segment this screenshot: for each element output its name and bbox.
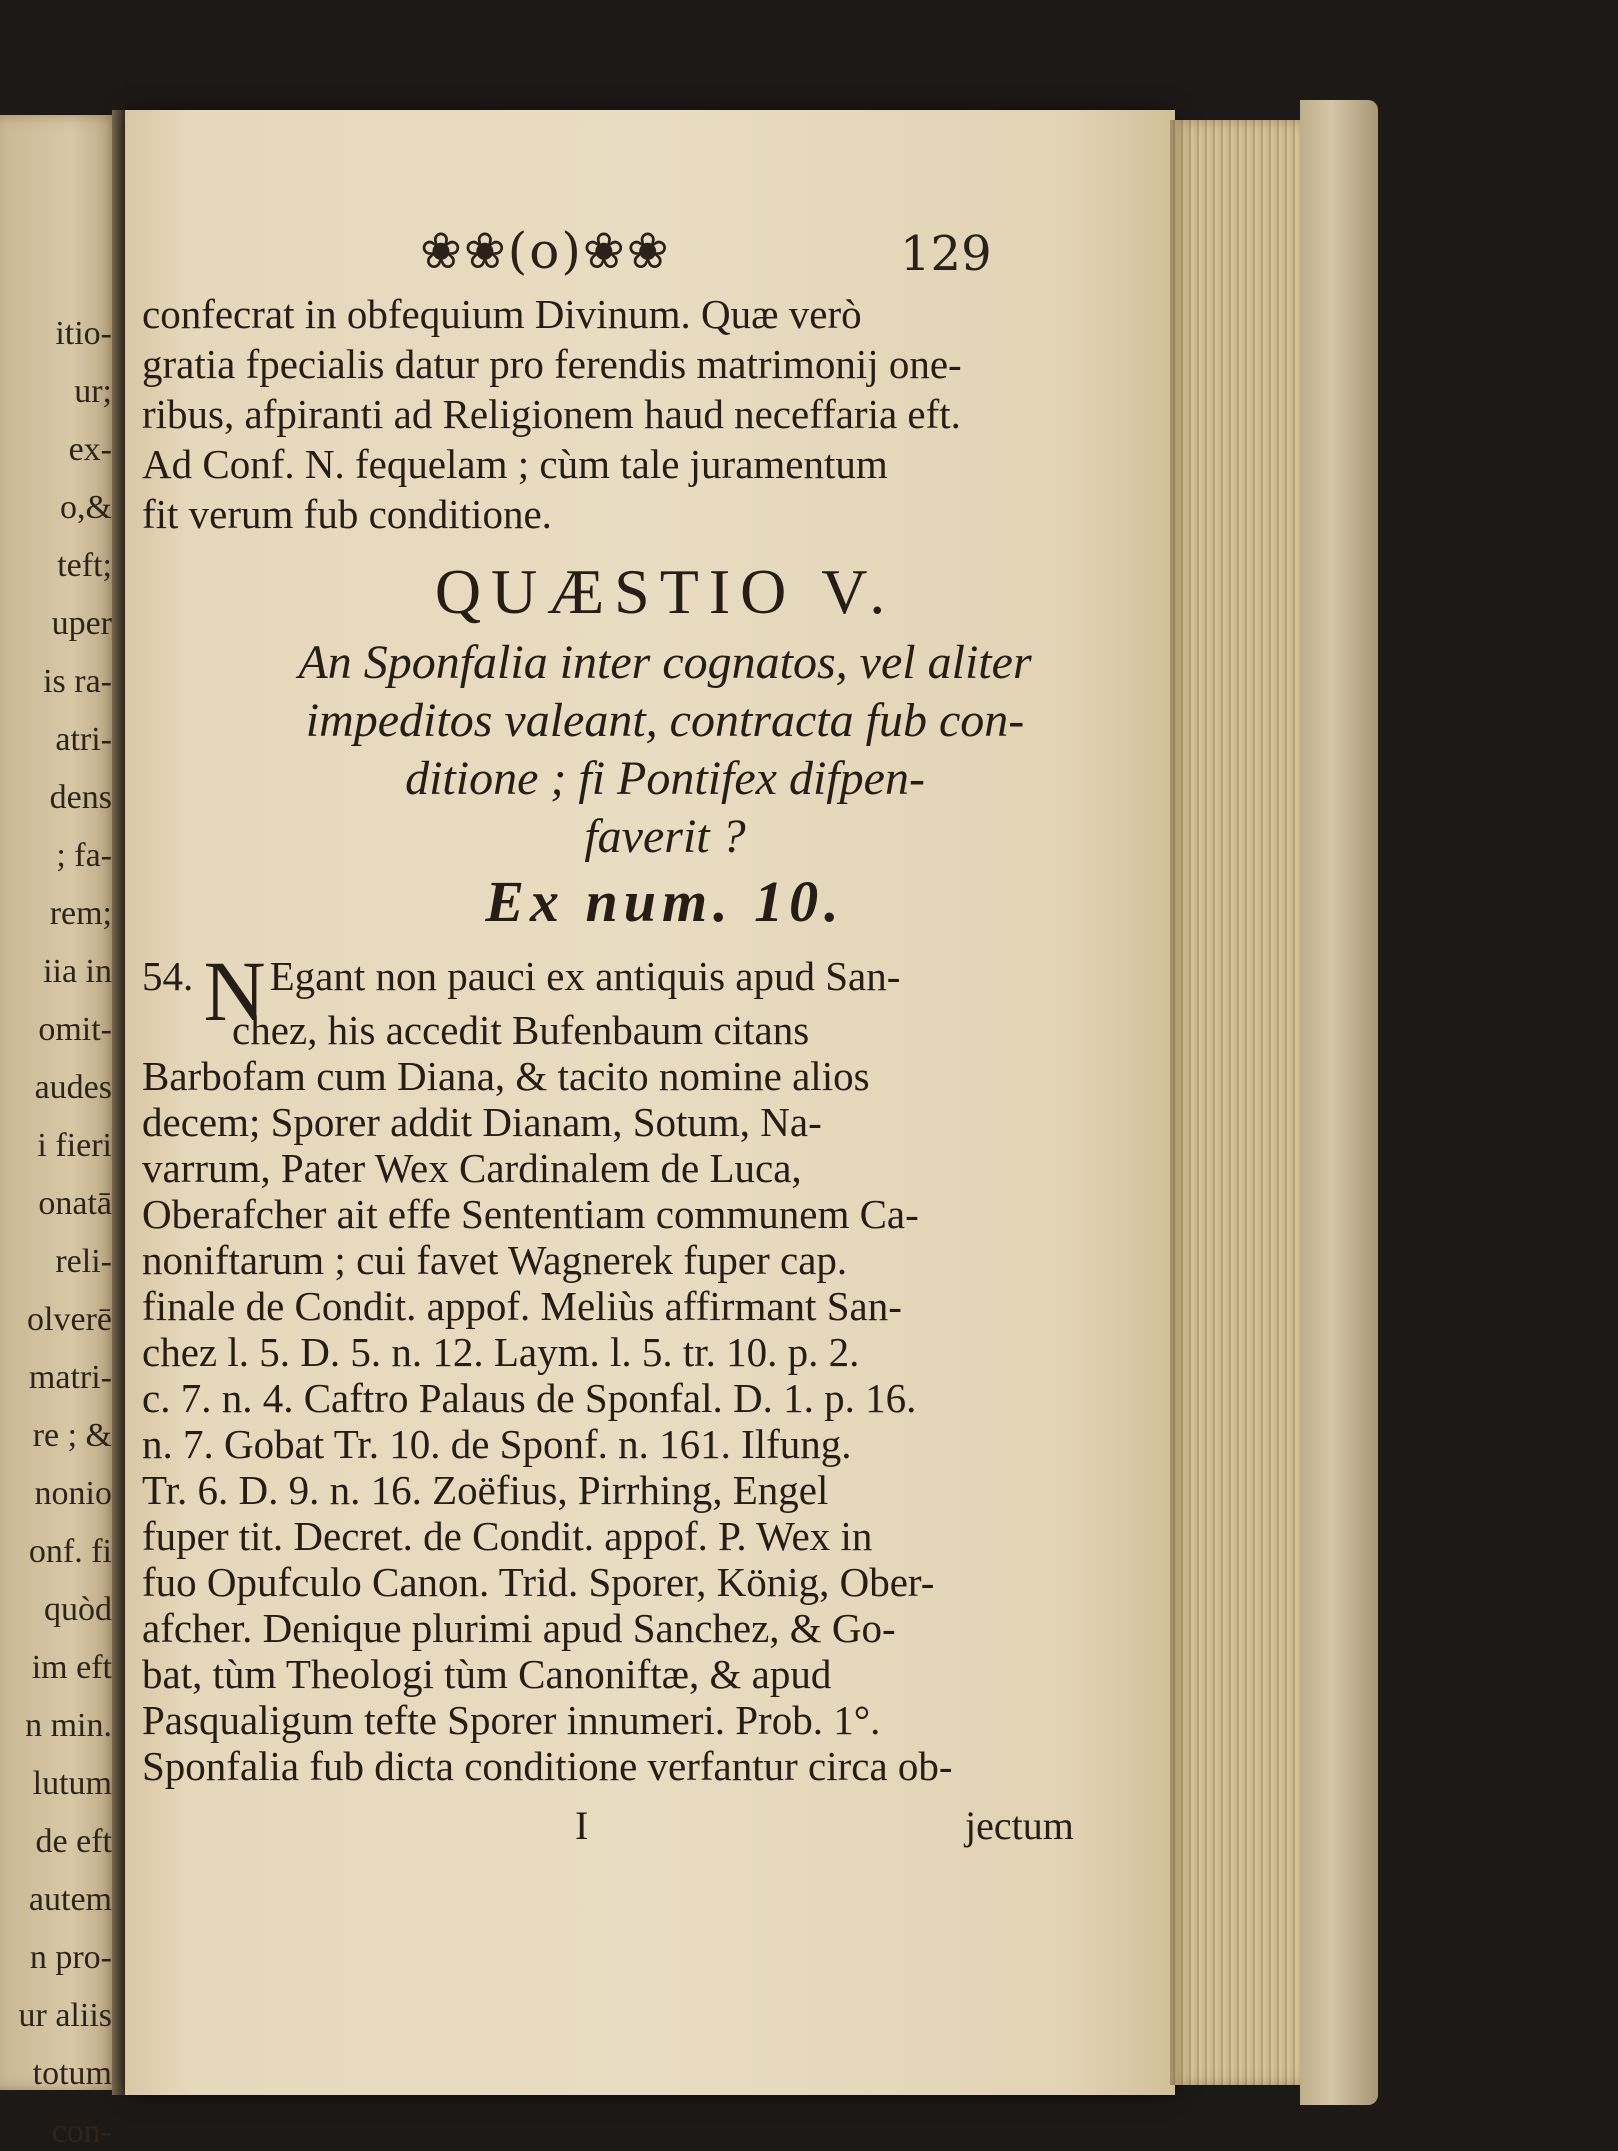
facing-page-fragment: ; fa- [56,837,112,874]
paragraph-number: 54. [142,953,194,999]
facing-page-fragment: atri- [55,721,112,758]
facing-page-fragment: is ra- [43,663,112,700]
question-line: impeditos valeant, contracta fub con- [305,694,1025,747]
facing-page-fragment: quòd [44,1591,112,1628]
facing-page-fragment: onf. fi [28,1533,112,1570]
facing-page-fragment: lutum [32,1765,112,1802]
text-line: n. 7. Gobat Tr. 10. de Sponf. n. 161. Ilfung. [142,1421,852,1467]
facing-page-fragment: audes [34,1069,112,1106]
text-line: chez, his accedit Bufenbaum citans [232,1007,810,1053]
drop-capital: N [203,943,266,1039]
reference-line: Ex num. 10. [485,869,845,934]
facing-page-fragment: n min. [25,1707,112,1744]
facing-page-fragment: ex- [68,431,112,468]
text-line: gratia fpecialis datur pro ferendis matrimonij one- [142,341,962,387]
facing-page-fragment: reli- [55,1243,112,1280]
text-line: Sponfalia fub dicta conditione verfantur circa ob- [142,1743,953,1789]
facing-page-fragment: teft; [57,547,112,584]
facing-page-fragment: matri- [28,1359,112,1396]
text-line: Egant non pauci ex antiquis apud San- [269,953,901,999]
text-line: ribus, afpiranti ad Religionem haud neceffaria eft. [142,391,961,437]
facing-page-fragment: re ; & [32,1417,112,1454]
facing-page-fragment: i fieri [37,1127,112,1164]
facing-page-fragment: im eft [31,1649,112,1686]
catchword: jectum [965,1803,1074,1848]
section-heading: QUÆSTIO V. [434,556,896,627]
facing-page-fragment: uper [51,605,112,642]
facing-page-fragment: nonio [34,1475,112,1512]
facing-page-fragment: rem; [49,895,112,932]
facing-page-fragment: dens [49,779,112,816]
facing-page-fragment: omit- [38,1011,112,1048]
book-cover [1300,100,1378,2105]
question-line: An Sponfalia inter cognatos, vel aliter [298,636,1032,689]
text-line: Ad Conf. N. fequelam ; cùm tale juramentum [142,441,888,487]
facing-page-fragment: ur aliis [18,1997,112,2034]
question-line: ditione ; fi Pontifex difpen- [405,752,925,805]
text-line: afcher. Denique plurimi apud Sanchez, & Go- [142,1605,896,1651]
facing-page-fragment: iia in [43,953,112,990]
facing-page-left [0,115,120,2150]
facing-page-fragment: ur; [74,373,112,410]
text-line: noniftarum ; cui favet Wagnerek fuper cap. [142,1237,848,1283]
text-line: Pasqualigum tefte Sporer innumeri. Prob. 1°. [142,1697,881,1743]
page-edges [1170,120,1310,2085]
facing-page-fragment: itio- [55,315,112,352]
running-header [0,222,1618,282]
header-ornament: ❀❀(o)❀❀ [420,222,671,280]
facing-page-fragment: totum [32,2055,112,2092]
question-line: faverit ? [584,810,746,863]
facing-page-fragment: olverē [27,1301,112,1338]
text-line: varrum, Pater Wex Cardinalem de Luca, [142,1145,802,1191]
text-line: fit verum fub conditione. [142,491,552,537]
text-line: decem; Sporer addit Dianam, Sotum, Na- [142,1099,822,1145]
facing-page-fragment: n pro- [29,1939,112,1976]
facing-page-fragment: onatā [38,1185,112,1222]
text-line: finale de Condit. appof. Meliùs affirmant San- [142,1283,902,1329]
facing-page-fragment: autem [28,1881,112,1918]
text-line: Barbofam cum Diana, & tacito nomine alios [142,1053,870,1099]
text-line: c. 7. n. 4. Caftro Palaus de Sponfal. D. 1. p. 16. [142,1375,917,1421]
page-number: 129 [900,226,992,282]
text-line: fuo Opufculo Canon. Trid. Sporer, König, Ober- [142,1559,935,1605]
text-line: fuper tit. Decret. de Condit. appof. P. Wex in [142,1513,873,1559]
text-line: bat, tùm Theologi tùm Canoniftæ, & apud [142,1651,832,1697]
text-line: Oberafcher ait effe Sententiam communem Ca- [142,1191,919,1237]
text-line: chez l. 5. D. 5. n. 12. Laym. l. 5. tr. 10. p. 2. [142,1329,860,1375]
facing-page-fragment: con- [51,2113,112,2150]
facing-page-fragment: de eft [35,1823,112,1860]
text-line: Tr. 6. D. 9. n. 16. Zoëfius, Pirrhing, Engel [142,1467,829,1513]
signature-mark: I [575,1803,589,1848]
text-line: confecrat in obfequium Divinum. Quæ verò [142,291,862,337]
facing-page-fragment: o,& [60,489,112,526]
